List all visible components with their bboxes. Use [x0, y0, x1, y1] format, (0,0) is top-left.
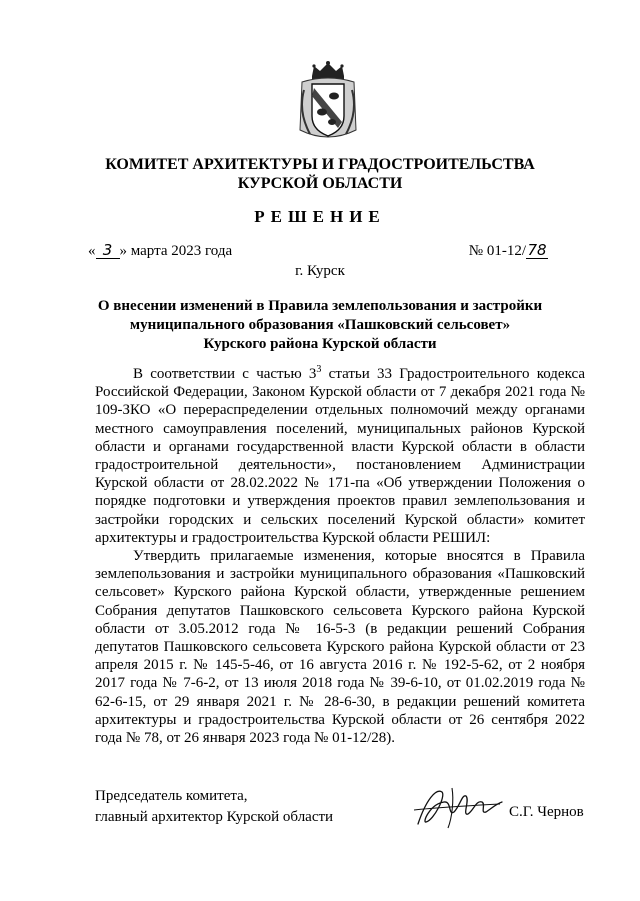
date-month-year: марта 2023 года — [130, 243, 233, 259]
paragraph-resolution: Утвердить прилагаемые изменения, которые вносятся в Правила землепользования и застройки муниципального образования «Пашковский сельсовет» Курского района Курской области, утвержденные решением Собрания депутатов Пашковского сельсовета Курского района Курской области от 3.05.2012 года № 16-5-3 (в редакции решений Собрания депутатов Пашковского сельсовета Курского района Курской области от 23 апреля 2015 г. № 145-5-46, от 16 августа 2016 г. № 192-5-62, от 2 ноября 2017 года № 7-6-2, от 13 июля 2018 года № 39-6-10, от 01.02.2019 года № 62-6-15, от 29 января 2021 г. № 28-6-30, в редакции решений комитета архитектуры и градостроительства Курской области от 26 сентября 2022 года № 78, от 26 января 2023 года № 01-12/28). — [95, 548, 585, 747]
signer-name: С.Г. Чернов — [509, 804, 584, 820]
preamble-superscript: 3 — [316, 364, 322, 375]
signer-title-line1: Председатель комитета, — [95, 788, 248, 804]
document-body — [95, 365, 585, 747]
date-open-quote: « — [88, 243, 96, 259]
decision-date — [88, 243, 232, 260]
preamble-start: В соответствии с частью 3 — [133, 366, 317, 382]
organization-header — [0, 155, 640, 193]
coat-of-arms-icon — [292, 60, 364, 144]
subject-line3: Курского района Курской области — [203, 336, 437, 352]
subject-line1: О внесении изменений в Правила землепользования и застройки — [97, 298, 543, 314]
number-prefix: № 01-12/ — [468, 243, 526, 259]
handwritten-signature — [412, 780, 504, 832]
subject-line2: муниципального образования «Пашковский сельсовет» — [129, 317, 511, 333]
date-day-handwritten: 3 — [96, 243, 120, 259]
org-name-line2: КУРСКОЙ ОБЛАСТИ — [237, 175, 403, 192]
number-handwritten: 78 — [527, 241, 547, 259]
decision-subject — [0, 297, 640, 354]
city: г. Курск — [295, 263, 345, 279]
document-type-title: РЕШЕНИЕ — [254, 207, 386, 226]
preamble-rest: статьи 33 Градостроительного кодекса Российской Федерации, Законом Курской области от 7 декабря 2021 года № 109-ЗКО «О перераспределении отдельных полномочий между органами местного самоуправления поселений, муниципальных районов Курской области и органами государственной власти Курской области в области градостроительной деятельности», постановлением Администрации Курской области от 28.02.2022 № 171-па «Об утверждении Положения о порядке подготовки и утверждения проектов правил землепользования и застройки городских и сельских поселений Курской области» комитет архитектуры и градостроительства Курской области РЕШИЛ: — [95, 366, 585, 546]
paragraph-preamble — [95, 365, 585, 547]
decision-number — [469, 243, 548, 260]
date-close-quote: » — [119, 243, 127, 259]
signer-title — [95, 786, 333, 828]
signer-title-line2: главный архитектор Курской области — [95, 809, 334, 825]
org-name-line1: КОМИТЕТ АРХИТЕКТУРЫ И ГРАДОСТРОИТЕЛЬСТВА — [105, 156, 535, 173]
